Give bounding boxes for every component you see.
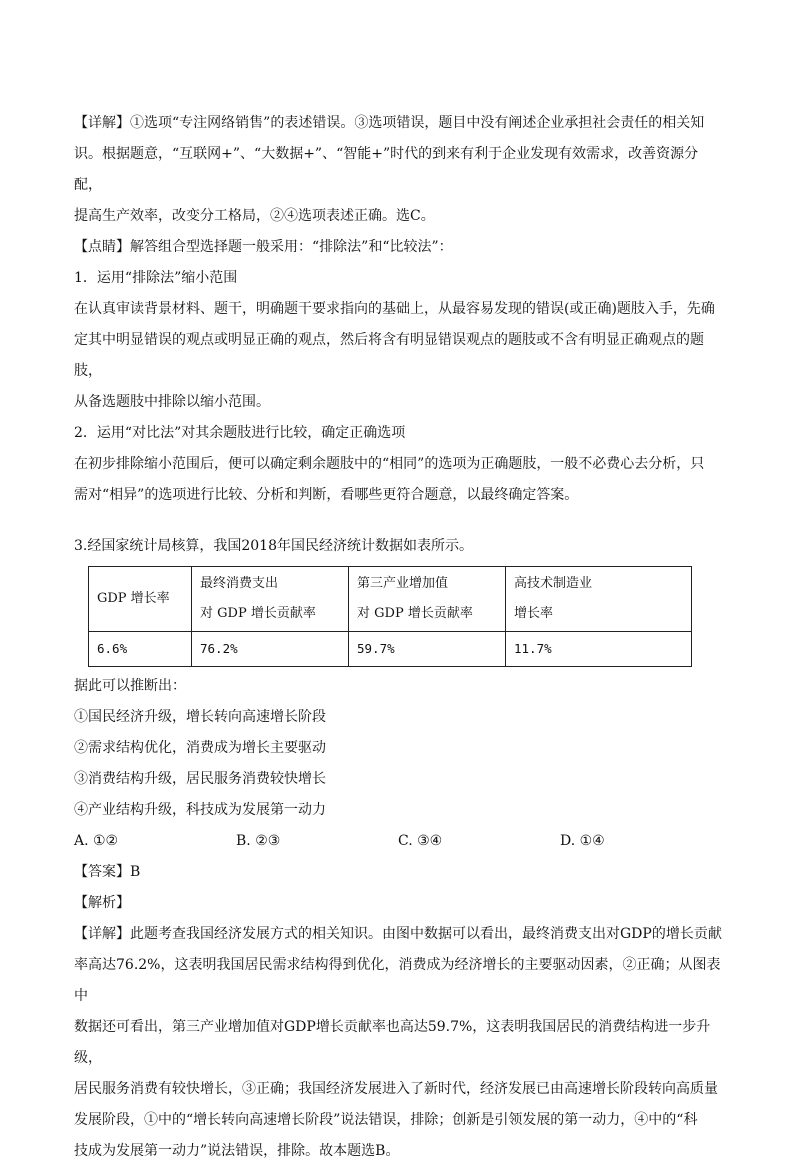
table-row [89, 632, 692, 667]
text-line: 居民服务消费有较快增长，③正确；我国经济发展进入了新时代，经济发展已由高速增长阶段转向高质量 [74, 1081, 718, 1097]
table-cell: 6.6% [89, 632, 192, 667]
table-header-cell: 高技术制造业 增长率 [506, 567, 692, 632]
table-header-cell: 最终消费支出 对 GDP 增长贡献率 [192, 567, 349, 632]
text-line: 在认真审读背景材料、题干，明确题干要求指向的基础上，从最容易发现的错误(或正确)题肢入手，先确 [74, 301, 715, 317]
text-line: 率高达76.2%，这表明我国居民需求结构得到优化，消费成为经济增长的主要驱动因素，②正确；从图表中 [74, 957, 721, 1004]
statement-item: ②需求结构优化，消费成为增长主要驱动 [74, 740, 326, 756]
answer-options [74, 826, 724, 857]
text-line: 【详解】此题考查我国经济发展方式的相关知识。由图中数据可以看出，最终消费支出对GDP的增长贡献 [74, 926, 722, 942]
data-table [88, 566, 692, 667]
statement-item: ①国民经济升级，增长转向高速增长阶段 [74, 709, 326, 725]
table-header-row [89, 567, 692, 632]
text-line: 2．运用“对比法”对其余题肢进行比较，确定正确选项 [74, 425, 406, 441]
option-a: A. ①② [74, 833, 119, 849]
table-header-cell: GDP 增长率 [89, 567, 192, 632]
text-line: 从备选题肢中排除以缩小范围。 [74, 394, 270, 410]
analysis-title: 【解析】 [74, 895, 130, 911]
text-line: 【点睛】解答组合型选择题一般采用：“排除法”和“比较法”： [74, 239, 453, 255]
table-cell: 76.2% [192, 632, 349, 667]
statement-item: ③消费结构升级，居民服务消费较快增长 [74, 771, 326, 787]
option-b: B. ②③ [236, 833, 281, 849]
table-cell: 11.7% [506, 632, 692, 667]
text-line: 数据还可看出，第三产业增加值对GDP增长贡献率也高达59.7%，这表明我国居民的消费结构进一步升级， [74, 1019, 711, 1066]
text-line: 在初步排除缩小范围后，便可以确定剩余题肢中的“相同”的选项为正确题肢，一般不必费心去分析，只 [74, 456, 705, 472]
text-line: 1．运用“排除法”缩小范围 [74, 270, 238, 286]
statement-item: ④产业结构升级，科技成为发展第一动力 [74, 802, 326, 818]
text-line: 提高生产效率，改变分工格局，②④选项表述正确。选C。 [74, 208, 435, 224]
lead-text: 据此可以推断出： [74, 678, 186, 694]
answer-line: 【答案】B [74, 864, 141, 880]
question-stem: 3.经国家统计局核算，我国2018年国民经济统计数据如表所示。 [74, 538, 473, 554]
text-line: 【详解】①选项“专注网络销售”的表述错误。③选项错误，题目中没有阐述企业承担社会责任的相关知 [74, 115, 705, 131]
option-d: D. ①④ [560, 833, 605, 849]
text-line: 需对“相异”的选项进行比较、分析和判断，看哪些更符合题意，以最终确定答案。 [74, 487, 579, 503]
document-content [74, 108, 724, 1167]
paragraph-gap [74, 511, 724, 531]
table-cell: 59.7% [349, 632, 506, 667]
text-line: 识。根据题意，“互联网+”、“大数据+”、“智能+”时代的到来有利于企业发现有效需求，改善资源分配， [74, 146, 699, 193]
text-line: 定其中明显错误的观点或明显正确的观点，然后将含有明显错误观点的题肢或不含有明显正确观点的题肢， [74, 332, 704, 379]
option-c: C. ③④ [398, 833, 443, 849]
text-line: 发展阶段，①中的“增长转向高速增长阶段”说法错误，排除；创新是引领发展的第一动力，④中的“科 [74, 1112, 698, 1128]
text-line: 技成为发展第一动力”说法错误，排除。故本题选B。 [74, 1143, 400, 1159]
table-header-cell: 第三产业增加值 对 GDP 增长贡献率 [349, 567, 506, 632]
